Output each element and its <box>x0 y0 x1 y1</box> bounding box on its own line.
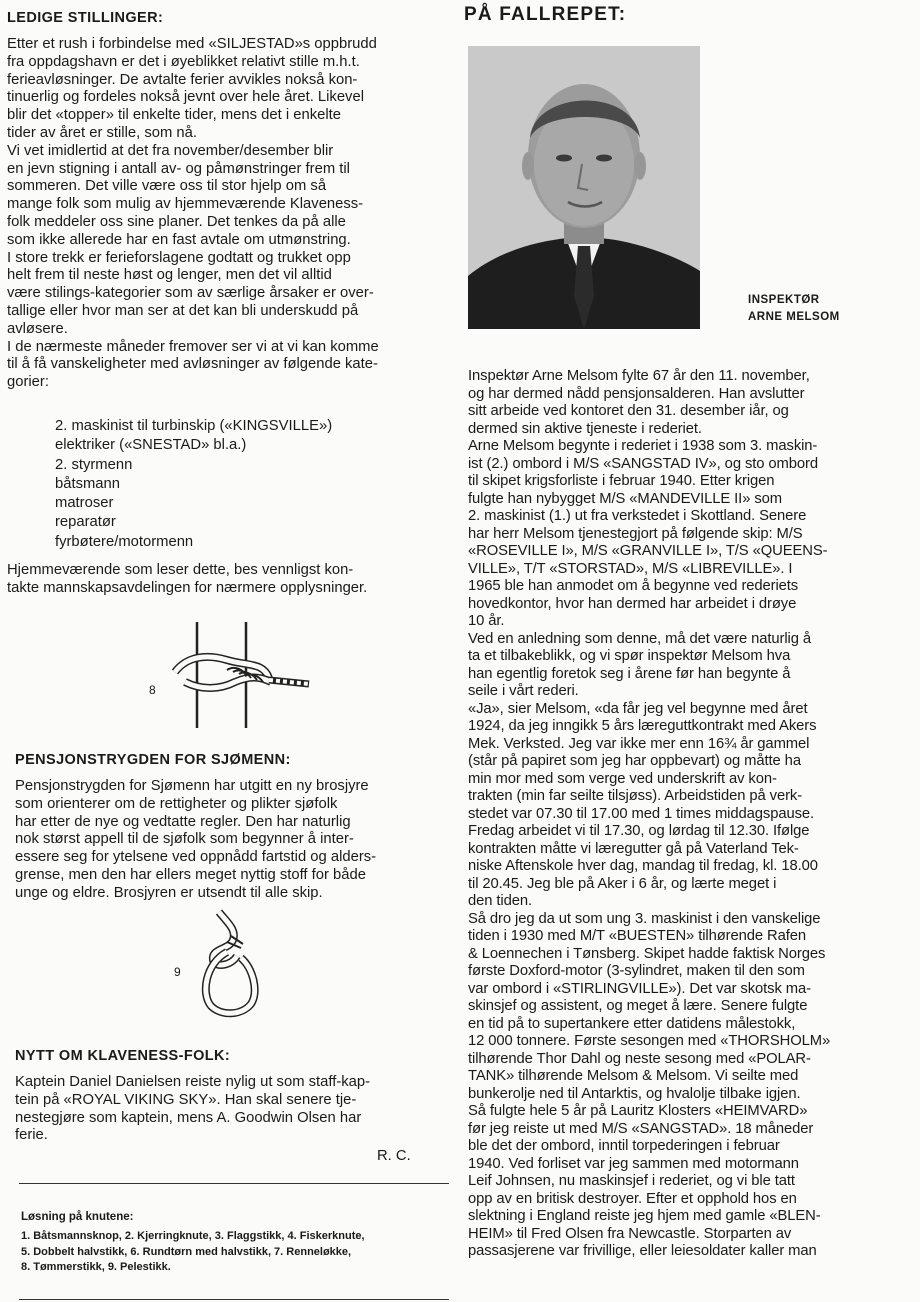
section-heading-nytt-om-klaveness: NYTT OM KLAVENESS-FOLK: <box>15 1048 231 1064</box>
text-line: HEIM» til Fred Olsen fra Newcastle. Storparten av <box>468 1225 792 1242</box>
text-line: første Doxford-motor (3-sylindret, maken til den som <box>468 963 805 979</box>
signature-initials: R. C. <box>377 1148 411 1164</box>
list-item: 2. styrmenn <box>55 456 133 473</box>
text-line: nok størst appell til de sjøfolk som begynner å inter- <box>15 831 354 848</box>
text-line: «ROSEVILLE I», M/S «GRANVILLE I», T/S «QUEENS- <box>468 543 828 559</box>
text-line: han egentlig foretok seg i årene før han begynte å <box>468 665 791 682</box>
solution-line: 8. Tømmerstikk, 9. Pelestikk. <box>21 1261 171 1274</box>
text-line: til 20.45. Jeg ble på Aker i 6 år, og lærte meget i <box>468 875 777 892</box>
text-line: unge og eldre. Brosjyren er utsendt til alle skip. <box>15 884 323 901</box>
text-line: essere seg for ytelsene ved oppnådd fartstid og alders- <box>15 849 377 866</box>
solution-heading: Løsning på knutene: <box>21 1211 134 1223</box>
list-item: elektriker («SNESTAD» bl.a.) <box>55 437 247 454</box>
text-line: en jevn stigning i antall av- og påmønstringer frem til <box>7 160 350 177</box>
text-line: var ombord i «STIRLINGVILLE»). Det var skotsk ma- <box>468 980 811 997</box>
list-item: 2. maskinist til turbinskip («KINGSVILLE») <box>55 418 333 434</box>
text-line: fulgte han nybygget M/S «MANDEVILLE II» som <box>468 490 782 507</box>
text-line: dermed sin aktive tjeneste i rederiet. <box>468 420 702 437</box>
text-line: til å få vanskeligheter med avløsninger av følgende kate- <box>7 356 378 373</box>
text-line: ble det der ombord, inntil torpederingen i februar <box>468 1138 780 1154</box>
text-line: 12 000 tonnere. Første sesongen med «THORSHOLM» <box>468 1033 831 1049</box>
text-line: Så fulgte hele 5 år på Lauritz Klosters «HEIMVARD» <box>468 1103 808 1119</box>
text-line: 1940. Ved forliset var jeg sammen med motormann <box>468 1155 799 1172</box>
text-line: tallige eller hvor man ser at det kan bli underskudd på <box>7 302 359 319</box>
caption-line: ARNE MELSOM <box>748 311 840 323</box>
list-item: matroser <box>55 495 114 512</box>
solution-text <box>21 1229 365 1276</box>
divider-bottom <box>19 1299 449 1300</box>
text-line: hovedkontor, hvor han dermed har arbeidet i drøye <box>468 595 797 612</box>
solution-line: 5. Dobbelt halvstikk, 6. Rundtørn med halvstikk, 7. Renneløkke, <box>21 1245 352 1258</box>
text-line: som ikke allerede har en fast avtale om utmønstring. <box>7 231 351 248</box>
text-line: 2. maskinist (1.) ut fra verkstedet i Skottland. Senere <box>468 508 807 524</box>
caption-line: INSPEKTØR <box>748 294 820 306</box>
text-line: tider av året er stille, som nå. <box>7 124 197 141</box>
text-line: har etter de nye og vedtatte regler. Den har naturlig <box>15 813 351 830</box>
text-line: passasjerene var frivillige, eller leiesoldater kaller man <box>468 1243 817 1259</box>
text-line: 10 år. <box>468 613 505 629</box>
text-line: I store trekk er ferieforslagene godtatt og trukket opp <box>7 249 351 266</box>
text-line: Vi vet imidlertid at det fra november/desember blir <box>7 142 334 159</box>
text-line: avløsere. <box>7 320 68 337</box>
text-line: trakten (min far seilte tilsjøss). Arbeidstiden på verk- <box>468 788 803 804</box>
text-line: til skipet krigsforliste i februar 1940. Etter krigen <box>468 473 775 489</box>
photo-caption <box>748 292 840 326</box>
text-line: helt frem til neste høst og lenger, men det vil alltid <box>7 267 332 284</box>
text-line: som orienterer om de rettigheter og plikter sjøfolk <box>15 795 338 812</box>
text-line: slektning i England reiste jeg hjem med gamle «BLEN- <box>468 1208 821 1224</box>
text-line: (står på papiret som jeg har oppbevart) og måtte ha <box>468 753 801 769</box>
text-line: sommeren. Det ville være oss til stor hjelp om så <box>7 178 327 195</box>
text-line: seile i vårt rederi. <box>468 683 579 699</box>
text-line: stedet var 07.30 til 17.00 med 1 times middagspause. <box>468 805 815 822</box>
right-column <box>466 0 914 1302</box>
ledige-stillinger-closing <box>7 562 367 598</box>
nytt-om-klaveness-text <box>15 1074 370 1145</box>
text-line: opp av en britisk destroyer. Efter et opphold hos en <box>468 1190 797 1207</box>
divider-top <box>19 1183 449 1184</box>
text-line: 1924, da jeg inngikk 5 års læreguttkontrakt med Akers <box>468 718 817 734</box>
text-line: TANK» tilhørende Melsom & Melsom. Vi seilte med <box>468 1068 799 1084</box>
text-line: VILLE», T/T «STORSTAD», M/S «LIBREVILLE». I <box>468 560 793 577</box>
text-line: være stilings-kategorier som av særlige årsaker er over- <box>7 285 374 302</box>
article-heading: PÅ FALLREPET: <box>464 4 627 25</box>
text-line: Arne Melsom begynte i rederiet i 1938 som 3. maskin- <box>468 438 818 454</box>
article-body <box>468 368 830 1261</box>
text-line: Pensjonstrygden for Sjømenn har utgitt en ny brosjyre <box>15 778 369 794</box>
text-line: & Loennechen i Tønsberg. Skipet hadde faktisk Norges <box>468 945 826 962</box>
text-line: Leif Johnsen, nu maskinsjef i rederiet, og vi ble tatt <box>468 1173 795 1189</box>
text-line: skinsjef og assistent, og meget å lære. Senere fulgte <box>468 998 808 1014</box>
portrait-illustration <box>468 46 700 329</box>
text-line: min mor med som verge ved underskrift av kon- <box>468 770 777 787</box>
text-line: Kaptein Daniel Danielsen reiste nylig ut som staff-kap- <box>15 1074 371 1090</box>
text-line: ist (2.) ombord i M/S «SANGSTAD IV», og sto ombord <box>468 455 818 472</box>
text-line: før jeg reiste ut med M/S «SANGSTAD». 18 måneder <box>468 1120 814 1137</box>
text-line: sitt arbeide ved kontoret den 31. desember iår, og <box>468 403 789 419</box>
text-line: fra oppdagshavn er det i øyeblikket relativt stille m.h.t. <box>7 53 360 70</box>
text-line: ta et tilbakeblikk, og vi spør inspektør Melsom hva <box>468 648 791 664</box>
position-list <box>55 417 332 552</box>
ledige-stillinger-text <box>7 36 379 392</box>
text-line: 1965 ble han anmodet om å begynne ved rederiets <box>468 578 799 594</box>
text-line: Hjemmeværende som leser dette, bes vennligst kon- <box>7 562 354 578</box>
figure-9-label: 9 <box>174 965 181 979</box>
knot-figure-8 <box>167 620 317 730</box>
text-line: Så dro jeg da ut som ung 3. maskinist i den vanskelige <box>468 910 821 927</box>
text-line: bunkerolje ned til Antarktis, og hvalolje tilbake igjen. <box>468 1085 801 1102</box>
text-line: ferieavløsninger. De avtalte ferier avvikles nokså kon- <box>7 71 358 88</box>
text-line: folk meddeler oss sine planer. Det tenkes da på alle <box>7 213 346 230</box>
solution-line: 1. Båtsmannsknop, 2. Kjerringknute, 3. Flaggstikk, 4. Fiskerknute, <box>21 1230 365 1242</box>
text-line: tilhørende Thor Dahl og neste sesong med «POLAR- <box>468 1050 811 1067</box>
text-line: tinuerlig og fordeles nokså jevnt over hele året. Likevel <box>7 89 364 106</box>
figure-8-label: 8 <box>149 683 156 697</box>
list-item: reparatør <box>55 514 116 531</box>
text-line: Inspektør Arne Melsom fylte 67 år den 11. november, <box>468 368 810 384</box>
text-line: Ved en anledning som denne, må det være naturlig å <box>468 630 811 647</box>
text-line: blir det «topper» til enkelte tider, mens det i enkelte <box>7 107 341 124</box>
text-line: og har dermed nådd pensjonsalderen. Han avslutter <box>468 385 805 402</box>
text-line: den tiden. <box>468 893 532 909</box>
text-line: kontrakten måtte vi læregutter gå på Vaterland Tek- <box>468 840 799 857</box>
text-line: «Ja», sier Melsom, «da får jeg vel begynne med året <box>468 700 808 717</box>
text-line: tein på «ROYAL VIKING SKY». Han skal senere tje- <box>15 1091 357 1108</box>
text-line: takte mannskapsavdelingen for nærmere opplysninger. <box>7 579 368 596</box>
text-line: Etter et rush i forbindelse med «SILJESTAD»s oppbrudd <box>7 36 377 52</box>
text-line: nestegjøre som kaptein, mens A. Goodwin Olsen har <box>15 1109 362 1126</box>
text-line: en tid på to supertankere etter datidens målestokk, <box>468 1015 796 1032</box>
text-line: I de nærmeste måneder fremover ser vi at vi kan komme <box>7 338 379 355</box>
list-item: fyrbøtere/motormenn <box>55 533 194 550</box>
text-line: Fredag arbeidet vi til 17.30, og lørdag til 12.30. Ifølge <box>468 823 810 839</box>
section-heading-pensjonstrygden: PENSJONSTRYGDEN FOR SJØMENN: <box>15 752 291 768</box>
text-line: niske Aftenskole hver dag, mandag til fredag, kl. 18.00 <box>468 858 818 874</box>
text-line: tiden i 1930 med M/T «BUESTEN» tilhørende Rafen <box>468 928 806 944</box>
pensjonstrygden-text <box>15 778 376 903</box>
text-line: ferie. <box>15 1127 48 1144</box>
text-line: mange folk som mulig av hjemmeværende Klaveness- <box>7 196 364 213</box>
left-column <box>7 0 453 1302</box>
portrait-photo <box>468 46 700 329</box>
knot-figure-9 <box>197 908 267 1020</box>
list-item: båtsmann <box>55 475 120 492</box>
text-line: grense, men den har ellers meget nyttig stoff for både <box>15 866 366 883</box>
section-heading-ledige-stillinger: LEDIGE STILLINGER: <box>7 10 164 26</box>
text-line: Mek. Verksted. Jeg var ikke mer enn 16¾ år gammel <box>468 735 810 752</box>
text-line: gorier: <box>7 374 49 391</box>
text-line: har herr Melsom tjenestegjort på følgende skip: M/S <box>468 525 803 542</box>
